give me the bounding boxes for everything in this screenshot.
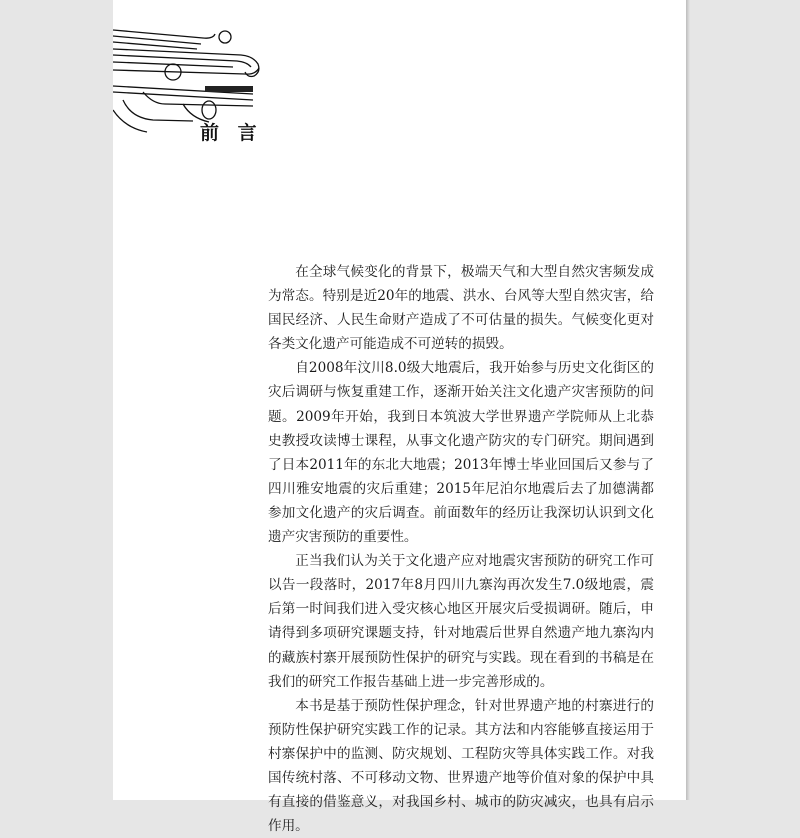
preface-body xyxy=(268,260,654,838)
page-title: 前 言 xyxy=(200,122,263,144)
paragraph: 自2008年汶川8.0级大地震后，我开始参与历史文化街区的灾后调研与恢复重建工作，逐渐开始关注文化遗产灾害预防的问题。2009年开始，我到日本筑波大学世界遗产学院师从上北恭史教授攻读博士课程，从事文化遗产防灾的专门研究。期间遇到了日本2011年的东北大地震；2013年博士毕业回国后又参与了四川雅安地震的灾后重建；2015年尼泊尔地震后去了加德满都参加文化遗产的灾后调查。前面数年的经历让我深切认识到文化遗产灾害预防的重要性。 xyxy=(268,360,654,546)
paragraph: 本书是基于预防性保护理念，针对世界遗产地的村寨进行的预防性保护研究实践工作的记录。其方法和内容能够直接运用于村寨保护中的监测、防灾规划、工程防灾等具体实践工作。对我国传统村落、不可移动文物、世界遗产地等价值对象的保护中具有直接的借鉴意义，对我国乡村、城市的防灾减灾，也具有启示作用。 xyxy=(268,697,654,835)
paragraph: 正当我们认为关于文化遗产应对地震灾害预防的研究工作可以告一段落时，2017年8月四川九寨沟再次发生7.0级地震，震后第一时间我们进入受灾核心地区开展灾后受损调研。随后，申请得到多项研究课题支持，针对地震后世界自然遗产地九寨沟内的藏族村寨开展预防性保护的研究与实践。现在看到的书稿是在我们的研究工作报告基础上进一步完善形成的。 xyxy=(268,553,654,690)
page-edge-shadow xyxy=(686,0,690,800)
paragraph: 在全球气候变化的背景下，极端天气和大型自然灾害频发成为常态。特别是近20年的地震、洪水、台风等大型自然灾害，给国民经济、人民生命财产造成了不可估量的损失。气候变化更对各类文化遗产可能造成不可逆转的损毁。 xyxy=(268,264,654,353)
